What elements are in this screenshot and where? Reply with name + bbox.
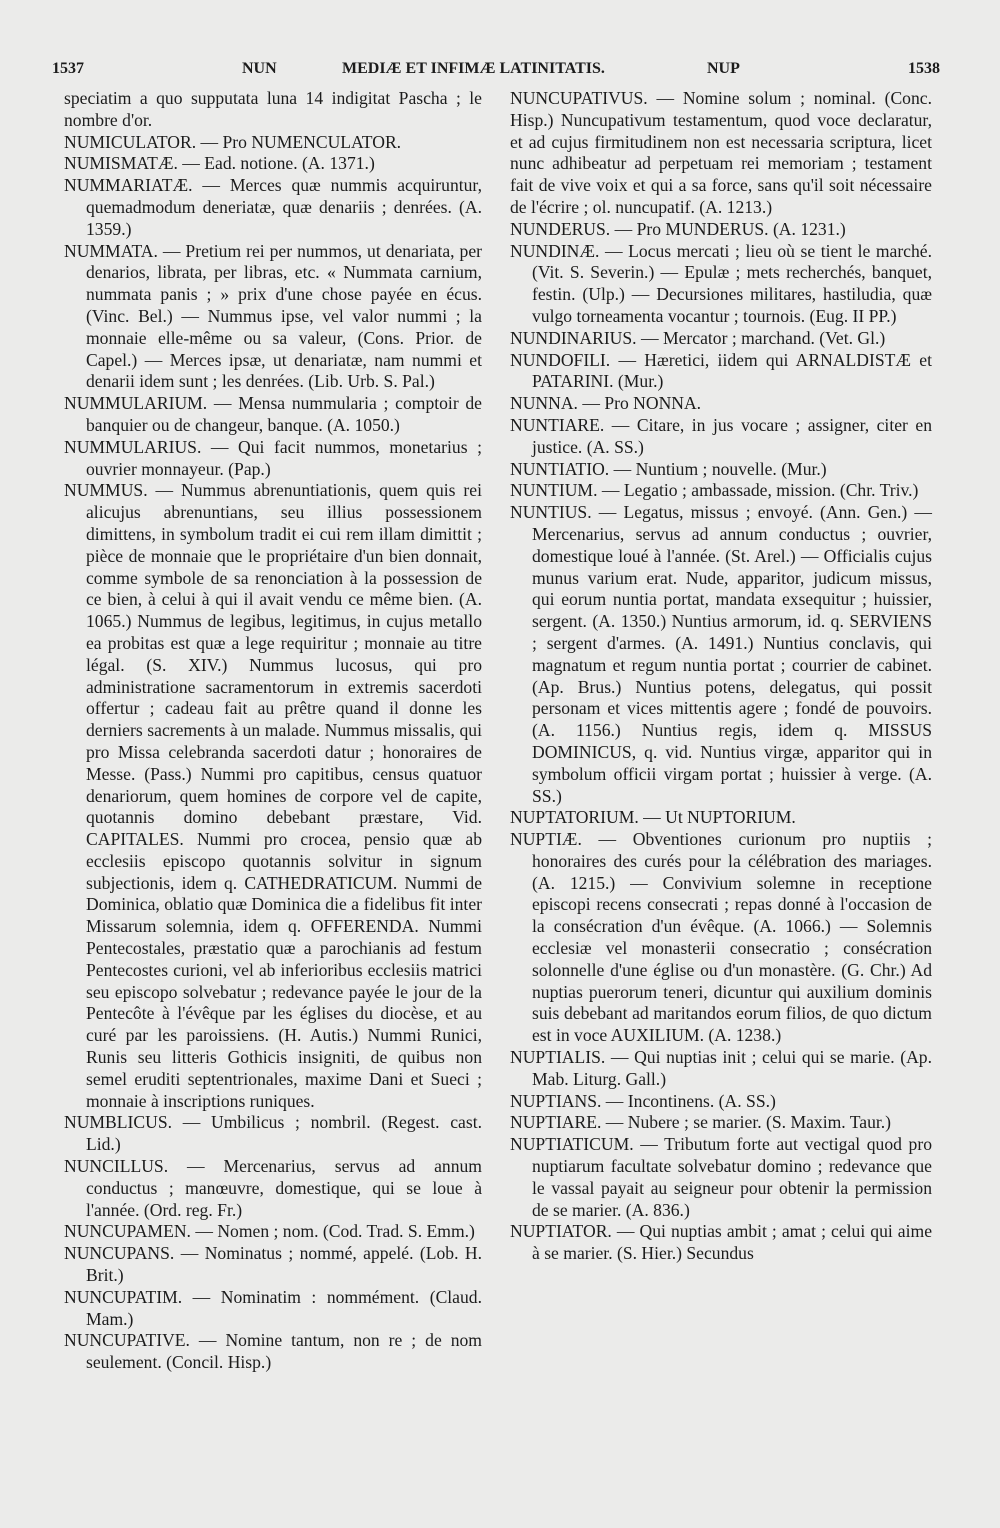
entry: NUMMULARIUS. — Qui facit nummos, monetarius ; ouvrier monnayeur. (Pap.)	[64, 436, 482, 479]
right-page-number: 1538	[908, 60, 940, 77]
entry: NUMMULARIUM. — Mensa nummularia ; comptoir de banquier ou de changeur, banque. (A. 1050.)	[64, 393, 482, 435]
entry: speciatim a quo supputata luna 14 indigitat Pascha ; le nombre d'or.	[64, 88, 482, 130]
entry: NUNDERUS. — Pro MUNDERUS. (A. 1231.)	[510, 218, 846, 239]
entry: NUNNA. — Pro NONNA.	[510, 393, 702, 414]
running-header	[52, 60, 940, 84]
running-title: MEDIÆ ET INFIMÆ LATINITATIS.	[342, 60, 605, 77]
entry: NUMISMATÆ. — Ead. notione. (A. 1371.)	[64, 153, 375, 174]
entry: NUNTIATIO. — Nuntium ; nouvelle. (Mur.)	[510, 458, 827, 479]
entry: NUMMATA. — Pretium rei per nummos, ut denariata, per denarios, librata, per libras, etc. « Nummata carnium, nummata panis ; » prix d'une chose payée en écus. (Vinc. Bel.) — Nummus ipse, vel valor nummi ; la monnaie elle-même ou sa valeur, (Cons. Prior. de Capel.) — Merces ipsæ, ut denariatæ, nam nummi et denarii idem sunt ; les denrées. (Lib. Urb. S. Pal.)	[64, 240, 482, 392]
entry: NUMMUS. — Nummus abrenuntiationis, quem quis rei alicujus abrenuntians, seu illius possessionem dimittens, in symbolum tradit ei cui rem illam dimittit ; pièce de monnaie que le propriétaire d'un bien donnait, comme symbole de sa renonciation à la possession de ce bien, à celui à qui il avait vendu ce même bien. (A. 1065.) Nummus de legibus, legitimus, in cujus metallo ea probitas est quæ a lege requiritur ; monnaie au titre légal. (S. XIV.) Nummus lucosus, qui pro administratione sacramentorum in extremis sacerdoti offertur ; cadeau fait au prêtre quand il donne les derniers sacrements à un malade. Nummus missalis, qui pro Missa celebranda sacerdoti datur ; honoraires de Messe. (Pass.) Nummi pro capitibus, census quatuor denariorum, quem homines de corpore vel de capite, quotannis domino debebant præstare, Vid. CAPITALES. Nummi pro crocea, pensio quæ ab ecclesiis episcopo quotannis solvitur in signum subjectionis, idem q. CATHEDRATICUM. Nummi de Dominica, oblatio quæ Dominica die a fidelibus fit inter Missarum solemnia, idem q. OFFERENDA. Nummi Pentecostales, præstatio quæ a parochianis ad festum Pentecostes curioni, vel ab inferioribus ecclesiis matrici seu episcopo solvebatur ; redevance payée le jour de la Pentecôte à l'évêque par les églises du diocèse, et au curé par les paroissiens. (H. Autis.) Nummi Runici, Runis seu litteris Gothicis insigniti, de quibus non semel eruditi septentrionales, maxime Dani et Sueci ; monnaie à inscriptions runiques.	[64, 480, 482, 1111]
entry: NUPTIÆ. — Obventiones curionum pro nuptiis ; honoraires des curés pour la célébration des mariages. (A. 1215.) — Convivium solemne in receptione episcopi recens consecrati ; repas donné à l'occasion de la consécration d'un évêque. (A. 1066.) — Solemnis ecclesiæ vel monasterii consecratio ; consécration solonnelle d'une église ou d'un monastère. (G. Chr.) Ad nuptias puerorum teneri, dicuntur qui auxilium dominis suis debebant ad maritandos eorum filios, de quo dictum est in voce AUXILIUM. (A. 1238.)	[510, 829, 932, 1046]
entry: NUPTIATOR. — Qui nuptias ambit ; amat ; celui qui aime à se marier. (S. Hier.) Secundus	[510, 1221, 932, 1264]
entry: NUPTIALIS. — Qui nuptias init ; celui qui se marie. (Ap. Mab. Liturg. Gall.)	[510, 1047, 932, 1089]
left-catchword: NUN	[242, 60, 277, 77]
entry: NUPTIARE. — Nubere ; se marier. (S. Maxim. Taur.)	[510, 1112, 892, 1133]
entry: NUNCUPATIVUS. — Nomine solum ; nominal. (Conc. Hisp.) Nuncupativum testamentum, quod voce declaratur, et ad cujus firmitudinem non est necessaria scriptura, licet nunc adhibeatur ad perpetuam rei memoriam ; testament fait de vive voix et qui a sa force, sans qu'il soit nécessaire de l'écrire ; ol. nuncupatif. (A. 1213.)	[510, 88, 932, 217]
left-column	[64, 88, 482, 1374]
entry: NUNCUPATIVE. — Nomine tantum, non re ; de nom seulement. (Concil. Hisp.)	[64, 1330, 482, 1373]
entry: NUPTIATICUM. — Tributum forte aut vectigal quod pro nuptiarum facultate solvebatur domino ; redevance que le vassal payait au seigneur pour obtenir la permission de se marier. (A. 836.)	[510, 1134, 932, 1220]
entry: NUMMARIATÆ. — Merces quæ nummis acquiruntur, quemadmodum deneriatæ, quæ denariis ; denrées. (A. 1359.)	[64, 175, 482, 239]
right-column	[510, 88, 932, 1265]
entry: NUMBLICUS. — Umbilicus ; nombril. (Regest. cast. Lid.)	[64, 1112, 482, 1155]
right-catchword: NUP	[707, 60, 740, 77]
left-page-number: 1537	[52, 60, 84, 77]
entry: NUNDOFILI. — Hæretici, iidem qui ARNALDISTÆ et PATARINI. (Mur.)	[510, 349, 932, 392]
entry: NUNCUPANS. — Nominatus ; nommé, appelé. (Lob. H. Brit.)	[64, 1243, 482, 1286]
entry: NUPTIANS. — Incontinens. (A. SS.)	[510, 1090, 776, 1111]
entry: NUPTATORIUM. — Ut NUPTORIUM.	[510, 807, 796, 828]
entry: NUNCUPAMEN. — Nomen ; nom. (Cod. Trad. S. Emm.)	[64, 1221, 475, 1242]
entry: NUMICULATOR. — Pro NUMENCULATOR.	[64, 131, 402, 152]
entry: NUNCILLUS. — Mercenarius, servus ad annum conductus ; manœuvre, domestique, qui se loue à l'année. (Ord. reg. Fr.)	[64, 1156, 482, 1220]
entry: NUNTIUS. — Legatus, missus ; envoyé. (Ann. Gen.) — Mercenarius, servus ad annum conductus ; ouvrier, domestique loué à l'année. (St. Arel.) — Officialis cujus munus varium erat. Nude, apparitor, judicum missus, qui eorum nuntia portat, mandata exsequitur ; huissier, sergent. (A. 1350.) Nuntius armorum, id. q. SERVIENS ; sergent d'armes. (A. 1491.) Nuntius conclavis, qui magnatum et regum nuntia portat ; courrier de cabinet. (Ap. Brus.) Nuntius potens, delegatus, qui possit personam et vices mittentis agere ; fondé de pouvoirs. (A. 1156.) Nuntius regis, idem q. MISSUS DOMINICUS, q. vid. Nuntius virgæ, apparitor qui in symbolum officii virgam portat ; huissier à verge. (A. SS.)	[510, 502, 932, 806]
entry: NUNDINÆ. — Locus mercati ; lieu où se tient le marché. (Vit. S. Severin.) — Epulæ ; mets recherchés, banquet, festin. (Ulp.) — Decursiones militares, hastiludia, quæ vulgo torneamenta vocantur ; tournois. (Eug. II PP.)	[510, 240, 932, 326]
entry: NUNDINARIUS. — Mercator ; marchand. (Vet. Gl.)	[510, 327, 886, 348]
entry: NUNTIARE. — Citare, in jus vocare ; assigner, citer en justice. (A. SS.)	[510, 414, 932, 457]
entry: NUNTIUM. — Legatio ; ambassade, mission. (Chr. Triv.)	[510, 480, 919, 501]
entry: NUNCUPATIM. — Nominatim : nommément. (Claud. Mam.)	[64, 1286, 482, 1329]
